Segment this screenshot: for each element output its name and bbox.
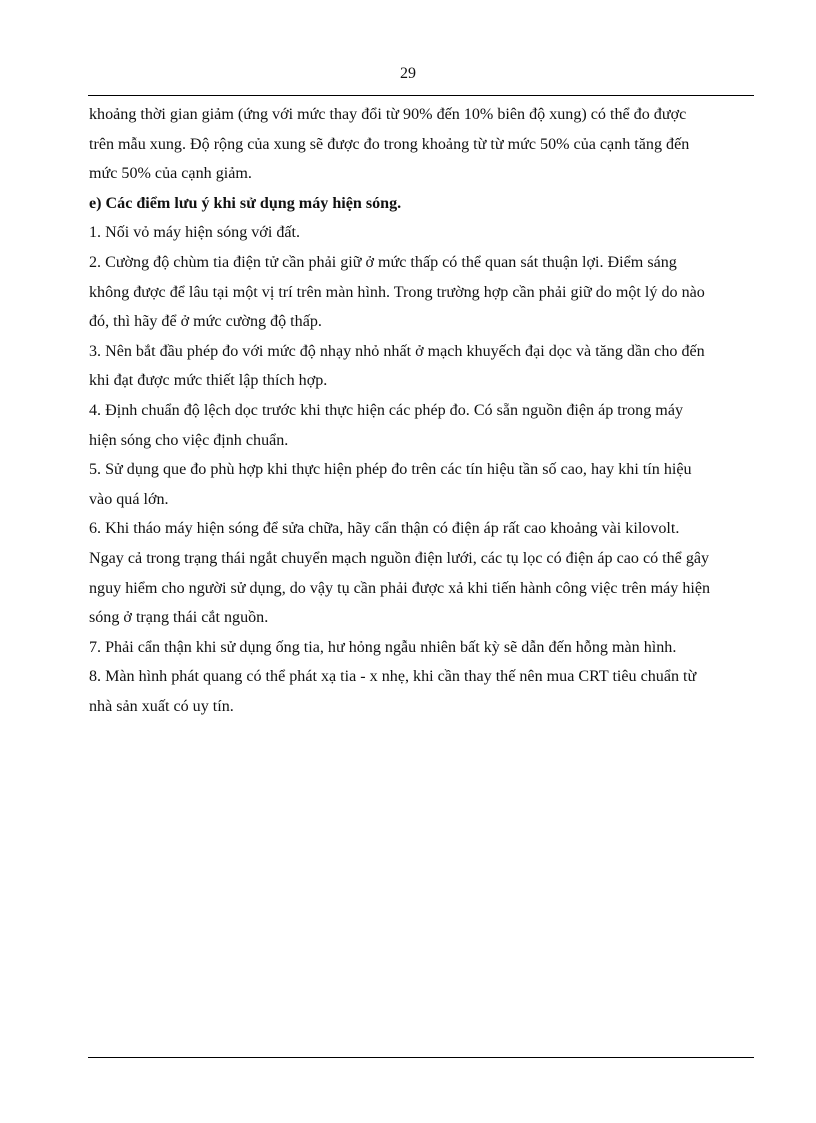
text-line: khoảng thời gian giảm (ứng với mức thay đổi từ 90% đến 10% biên độ xung) có thể đo được bbox=[89, 106, 687, 123]
text-line: 6. Khi tháo máy hiện sóng để sửa chữa, hãy cẩn thận có điện áp rất cao khoảng vài kilovolt. bbox=[89, 520, 680, 538]
text-line: 1. Nối vỏ máy hiện sóng với đất. bbox=[89, 224, 301, 242]
list-item-5 bbox=[89, 455, 773, 514]
list-item-4 bbox=[89, 396, 773, 455]
list-item-2 bbox=[89, 248, 773, 337]
intro-paragraph bbox=[89, 100, 773, 189]
text-line: 4. Định chuẩn độ lệch dọc trước khi thực hiện các phép đo. Có sẵn nguồn điện áp trong máy bbox=[89, 401, 684, 419]
list-item-7 bbox=[89, 633, 773, 663]
list-item-1 bbox=[89, 218, 773, 248]
text-line: khi đạt được mức thiết lập thích hợp. bbox=[89, 372, 328, 390]
text-line: mức 50% của cạnh giảm. bbox=[89, 165, 252, 183]
text-line: vào quá lớn. bbox=[89, 490, 169, 508]
text-line: không được để lâu tại một vị trí trên màn hình. Trong trường hợp cần phải giữ do một lý do nào bbox=[89, 283, 705, 301]
text-line: 3. Nên bắt đầu phép đo với mức độ nhạy nhỏ nhất ở mạch khuyếch đại dọc và tăng dần cho đến bbox=[89, 342, 705, 360]
text-line: 8. Màn hình phát quang có thể phát xạ tia - x nhẹ, khi cần thay thế nên mua CRT tiêu chuẩn từ bbox=[89, 668, 697, 686]
text-line: hiện sóng cho việc định chuẩn. bbox=[89, 431, 289, 449]
list-item-6 bbox=[89, 514, 773, 632]
footer-rule bbox=[88, 1057, 754, 1058]
text-line: 5. Sử dụng que đo phù hợp khi thực hiện phép đo trên các tín hiệu tần số cao, hay khi tín hiệu bbox=[89, 461, 692, 479]
text-line: nguy hiểm cho người sử dụng, do vậy tụ cần phải được xả khi tiến hành công việc trên máy hiện bbox=[89, 579, 711, 597]
list-item-3 bbox=[89, 337, 773, 396]
header-rule bbox=[88, 95, 754, 96]
text-line: Ngay cả trong trạng thái ngắt chuyển mạch nguồn điện lưới, các tụ lọc có điện áp cao có thể gây bbox=[89, 549, 710, 567]
page-number: 29 bbox=[400, 65, 416, 82]
text-line: trên mẫu xung. Độ rộng của xung sẽ được đo trong khoảng từ từ mức 50% của cạnh tăng đến bbox=[89, 135, 690, 153]
text-line: nhà sản xuất có uy tín. bbox=[89, 697, 234, 715]
list-item-8 bbox=[89, 662, 773, 721]
section-heading: e) Các điểm lưu ý khi sử dụng máy hiện sóng. bbox=[89, 194, 402, 212]
text-line: đó, thì hãy để ở mức cường độ thấp. bbox=[89, 313, 322, 331]
text-line: 7. Phải cẩn thận khi sử dụng ống tia, hư hỏng ngẫu nhiên bất kỳ sẽ dẫn đến hỗng màn hình. bbox=[89, 638, 677, 656]
page-body bbox=[89, 100, 773, 721]
text-line: 2. Cường độ chùm tia điện tử cần phải giữ ở mức thấp có thể quan sát thuận lợi. Điểm sáng bbox=[89, 253, 677, 271]
text-line: sóng ở trạng thái cắt nguồn. bbox=[89, 609, 269, 627]
